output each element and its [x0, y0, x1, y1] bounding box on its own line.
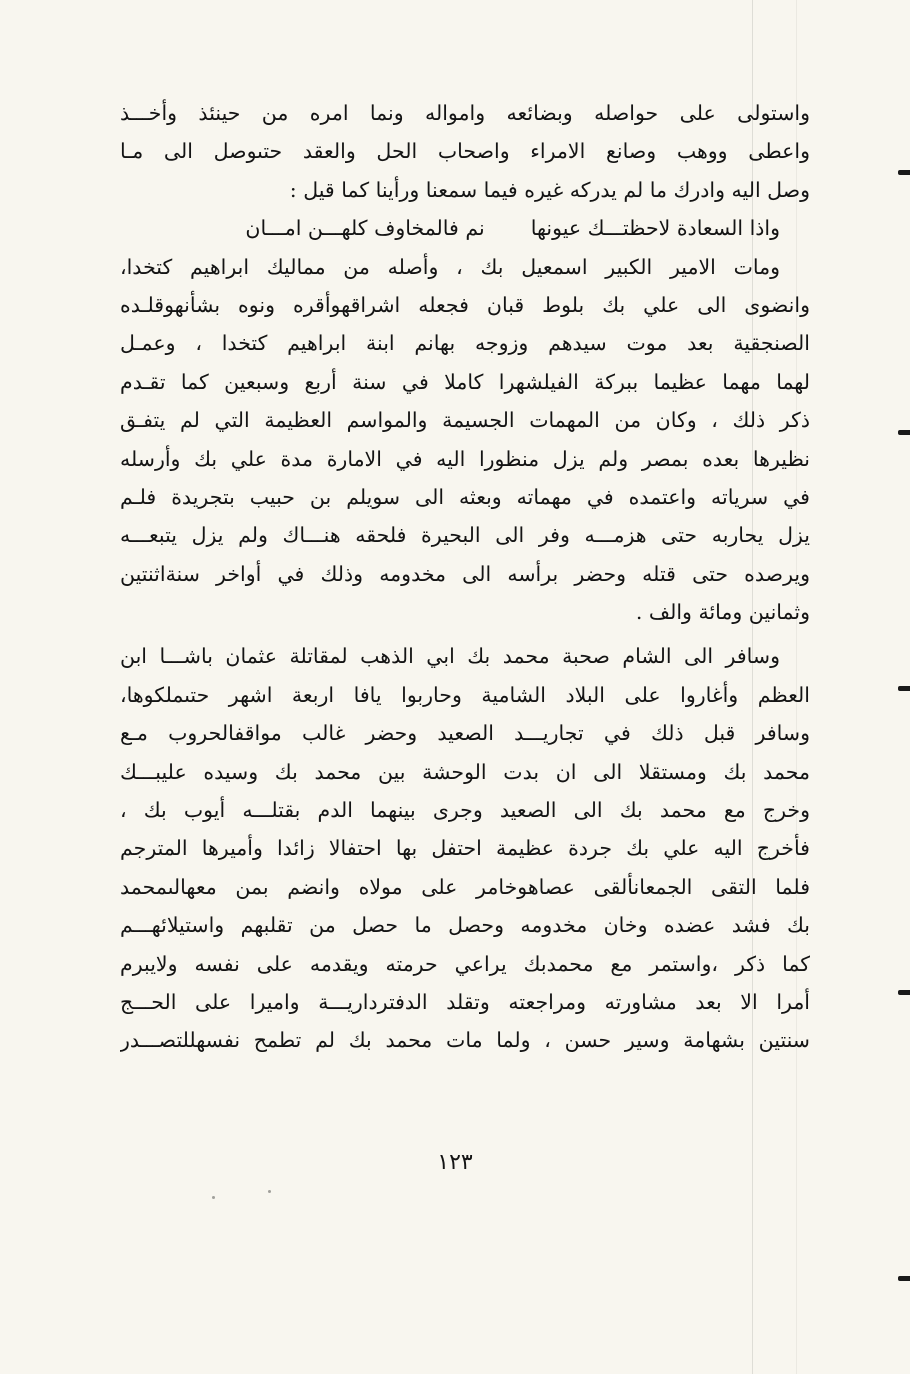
text-line: واستولى على حواصله وبضائعه وامواله ونما امره من حينئذ وأخـــذ	[120, 101, 810, 125]
text-line: بك فشد عضده وخان مخدومه وحصل ما حصل من تقلبهم واستيلائهـــم	[120, 913, 810, 938]
text-line: ذكر ذلك ، وكان من المهمات الجسيمة والمواسم العظيمة التي لم يتفـق	[120, 408, 810, 433]
text-line: وسافر قبل ذلك في تجاريـــد الصعيد وحضر غالب مواقفالحروب مـع	[120, 721, 810, 746]
paragraph-start-line: ومات الامير الكبير اسمعيل بك ، وأصله من مماليك ابراهيم كتخدا،	[120, 254, 780, 279]
text-line: يزل يحاربه حتى هزمـــه وفر الى البحيرة فلحقه هنـــاك ولم يزل يتبعـــه	[120, 523, 810, 548]
text-line: سنتين بشهامة وسير حسن ، ولما مات محمد بك لم تطمح نفسهللتصـــدر	[120, 1028, 810, 1053]
text-line: في سرياته واعتمده في مهماته وبعثه الى سويلم بن حبيب بتجريدة فلـم	[120, 484, 810, 509]
text-line: وصل اليه وادرك ما لم يدركه غيره فيما سمعنا ورأينا كما قيل :	[289, 177, 810, 202]
verse-first-hemistich: واذا السعادة لاحظتـــك عيونها	[530, 216, 780, 241]
paper-speck	[212, 1196, 215, 1199]
edge-mark	[898, 170, 910, 175]
text-line: ويرصده حتى قتله وحضر برأسه الى مخدومه وذلك في أواخر سنةاثنتين	[120, 561, 810, 586]
text-line: وانضوى الى علي بك بلوط قبان فجعله اشراقهوأقره ونوه بشأنهوقلـده	[120, 292, 810, 317]
paper-speck	[268, 1190, 271, 1193]
edge-mark	[898, 1276, 910, 1281]
edge-mark	[898, 430, 910, 435]
edge-mark	[898, 686, 910, 691]
text-line: الصنجقية بعد موت سيدهم وزوجه بهانم ابنة ابراهيم كتخدا ، وعمـل	[120, 331, 810, 356]
text-line: كما ذكر ،واستمر مع محمدبك يراعي حرمته ويقدمه على نفسه ولايبرم	[120, 951, 810, 976]
verse-line	[120, 209, 810, 247]
text-line: أمرا الا بعد مشاورته ومراجعته وتقلد الدفترداريـــة واميرا على الحـــج	[120, 989, 810, 1014]
body-text	[120, 94, 810, 1060]
text-line: العظم وأغاروا على البلاد الشامية وحاربوا يافا اربعة اشهر حتىملكوها،	[120, 682, 810, 707]
text-line: محمد بك ومستقلا الى ان بدت الوحشة بين محمد بك وسيده عليبـــك	[120, 759, 810, 784]
text-line: واعطى ووهب وصانع الامراء واصحاب الحل والعقد حتىوصل الى مـا	[120, 139, 810, 164]
paragraph-start-line: وسافر الى الشام صحبة محمد بك ابي الذهب لمقاتلة عثمان باشـــا ابن	[120, 644, 780, 669]
verse-second-hemistich: نم فالمخاوف كلهـــن امـــان	[245, 216, 485, 241]
text-line: فأخرج اليه علي بك جردة عظيمة احتفل بها احتفالا زائدا وأميرها المترجم	[120, 836, 810, 861]
text-line: لهما مهما عظيما ببركة الفيلشهرا كاملا في سنة أربع وسبعين كما تقـدم	[120, 369, 810, 394]
paragraph-end-line: وثمانين ومائة والف .	[635, 600, 810, 625]
text-line: فلما التقى الجمعانألقى عصاهوخامر على مولاه وانضم بمن معهالىمحمد	[120, 874, 810, 899]
page-number: ١٢٣	[437, 1150, 473, 1175]
text-line: وخرج مع محمد بك الى الصعيد وجرى بينهما الدم بقتلـــه أيوب بك ،	[120, 798, 810, 823]
text-line: نظيرها بعده بمصر ولم يزل منظورا اليه في الامارة مدة علي بك وأرسله	[120, 446, 810, 471]
edge-mark	[898, 990, 910, 995]
